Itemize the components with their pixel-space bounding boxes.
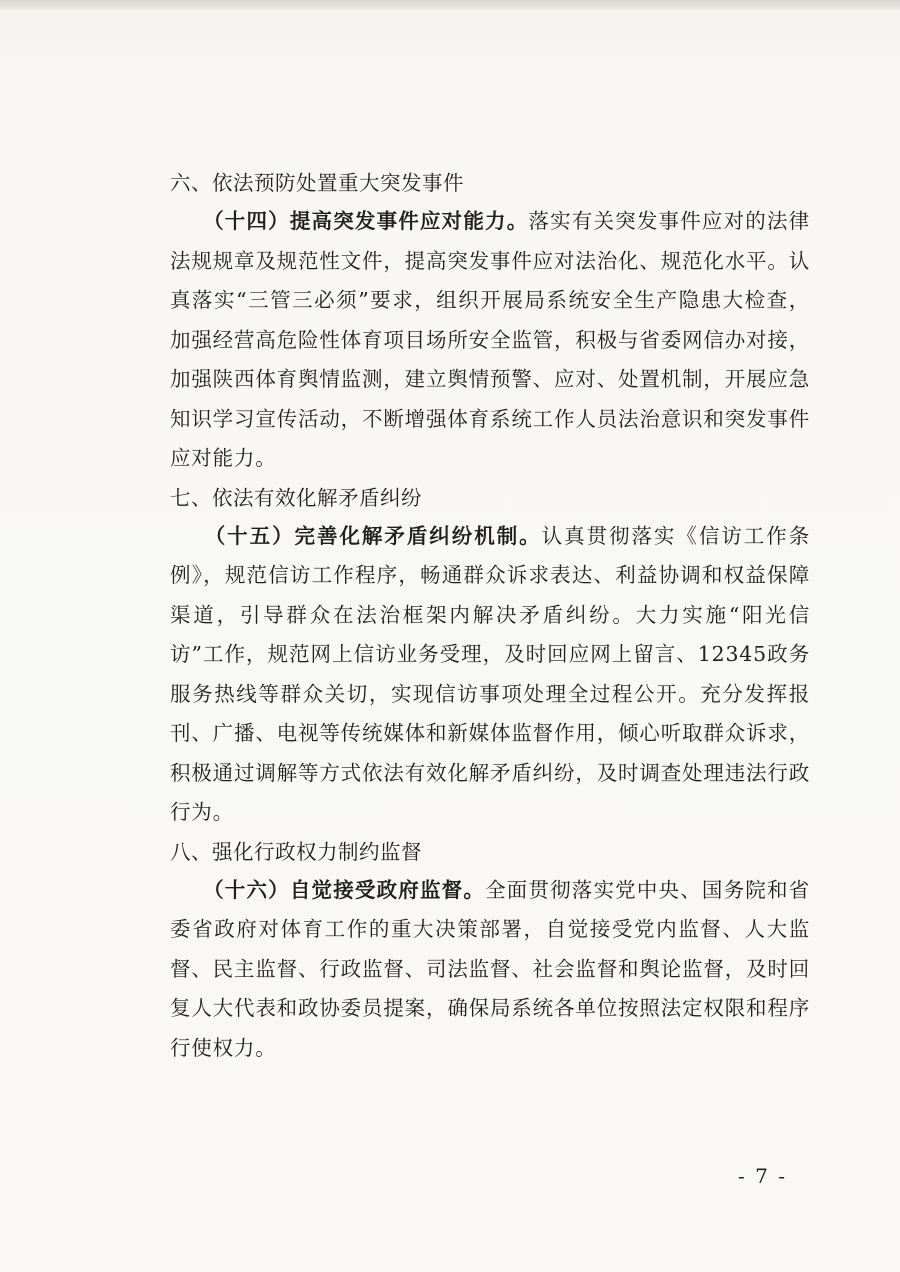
section-paragraph-16 — [170, 871, 810, 1069]
page-number: - 7 - — [738, 1164, 787, 1188]
paragraph-text-16: 全面贯彻落实党中央、国务院和省委省政府对体育工作的重大决策部署，自觉接受党内监督、人大监督、民主监督、行政监督、司法监督、社会监督和舆论监督，及时回复人大代表和政协委员提案，确保局系统各单位按照法定权限和程序行使权力。 — [170, 877, 810, 1060]
section-paragraph-14 — [170, 202, 810, 479]
paragraph-text-15: 认真贯彻落实《信访工作条例》，规范信访工作程序，畅通群众诉求表达、利益协调和权益保障渠道，引导群众在法治框架内解决矛盾纠纷。大力实施“阳光信访”工作，规范网上信访业务受理，及时回应网上留言、12345政务服务热线等群众关切，实现信访事项处理全过程公开。充分发挥报刊、广播、电视等传统媒体和新媒体监督作用，倾心听取群众诉求，积极通过调解等方式依法有效化解矛盾纠纷，及时调查处理违法行政行为。 — [170, 523, 811, 824]
section-paragraph-15 — [170, 517, 810, 833]
section-heading-8: 八、强化行政权力制约监督 — [170, 839, 422, 864]
paragraph-lead-14: （十四）提高突发事件应对能力。 — [213, 209, 529, 233]
scan-top-edge — [0, 0, 900, 10]
paragraph-lead-15: （十五）完善化解矛盾纠纷机制。 — [214, 523, 542, 548]
section-heading-7: 七、依法有效化解矛盾纠纷 — [170, 485, 422, 510]
paragraph-lead-16: （十六）自觉接受政府监督。 — [213, 877, 486, 902]
section-heading-6: 六、依法预防处置重大突发事件 — [170, 171, 464, 195]
paragraph-text-14: 落实有关突发事件应对的法律法规规章及规范性文件，提高突发事件应对法治化、规范化水平。认真落实“三管三必须”要求，组织开展局系统安全生产隐患大检查，加强经营高危险性体育项目场所安全监管，积极与省委网信办对接，加强陕西体育舆情监测，建立舆情预警、应对、处置机制，开展应急知识学习宣传活动，不断增强体育系统工作人员法治意识和突发事件应对能力。 — [170, 209, 810, 470]
document-body — [170, 164, 810, 1068]
